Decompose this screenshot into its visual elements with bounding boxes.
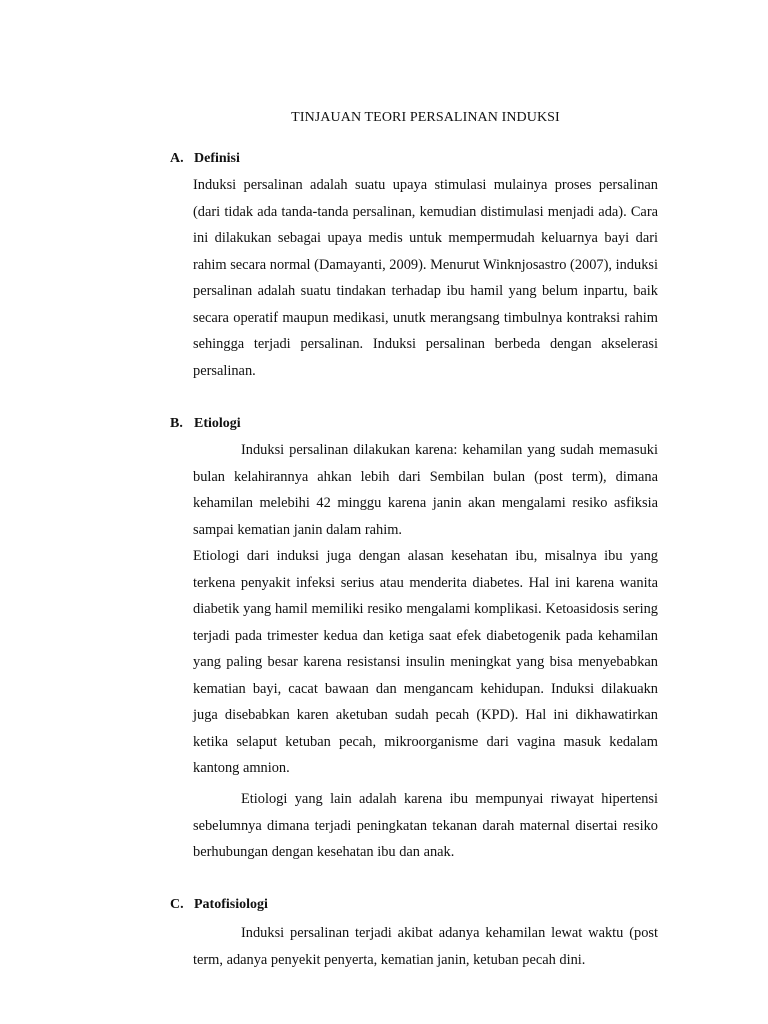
section-title: Definisi [194, 151, 240, 166]
paragraph-patofisiologi: Induksi persalinan terjadi akibat adanya kehamilan lewat waktu (post term, adanya penyekit penyerta, kematian janin, ketuban pecah dini. [193, 925, 658, 968]
section-title: Etiologi [194, 416, 241, 431]
section-heading-patofisiologi [170, 895, 268, 915]
section-heading-definisi [170, 149, 240, 169]
section-title: Patofisiologi [194, 897, 268, 912]
section-heading-etiologi [170, 414, 241, 434]
paragraph-etiologi-3: Etiologi yang lain adalah karena ibu mempunyai riwayat hipertensi sebelumnya dimana terjadi peningkatan tekanan darah maternal disertai resiko berhubungan dengan kesehatan ibu dan anak. [193, 791, 658, 860]
document-title: TINJAUAN TEORI PERSALINAN INDUKSI [291, 110, 560, 125]
paragraph-etiologi-1: Induksi persalinan dilakukan karena: kehamilan yang sudah memasuki bulan kelahirannya ahkan lebih dari Sembilan bulan (post term), dimana kehamilan melebihi 42 minggu karena janin akan mengalami resiko asfiksia sampai kematian janin dalam rahim. [193, 442, 658, 538]
section-letter: C. [170, 897, 184, 912]
section-letter: B. [170, 416, 183, 431]
paragraph-etiologi-2: Etiologi dari induksi juga dengan alasan kesehatan ibu, misalnya ibu yang terkena penyakit infeksi serius atau menderita diabetes. Hal ini karena wanita diabetik yang hamil memiliki resiko mengalami komplikasi. Ketoasidosis sering terjadi pada trimester kedua dan ketiga saat efek diabetogenik pada kehamilan yang paling besar karena resistansi insulin meningkat yang bisa menyebabkan kematian bayi, cacat bawaan dan mengancam kehidupan. Induksi dilakuakn juga disebabkan karen aketuban sudah pecah (KPD). Hal ini dikhawatirkan ketika selaput ketuban pecah, mikroorganisme dari vagina masuk kedalam kantong amnion. [193, 548, 658, 776]
section-letter: A. [170, 151, 184, 166]
paragraph-definisi: Induksi persalinan adalah suatu upaya stimulasi mulainya proses persalinan (dari tidak ada tanda-tanda persalinan, kemudian distimulasi menjadi ada). Cara ini dilakukan sebagai upaya medis untuk mempermudah keluarnya bayi dari rahim secara normal (Damayanti, 2009). Menurut Winknjosastro (2007), induksi persalinan adalah suatu tindakan terhadap ibu hamil yang belum inpartu, baik secara operatif maupun medikasi, unutk merangsang timbulnya kontraksi rahim sehingga terjadi persalinan. Induksi persalinan berbeda dengan akselerasi persalinan. [193, 177, 658, 379]
